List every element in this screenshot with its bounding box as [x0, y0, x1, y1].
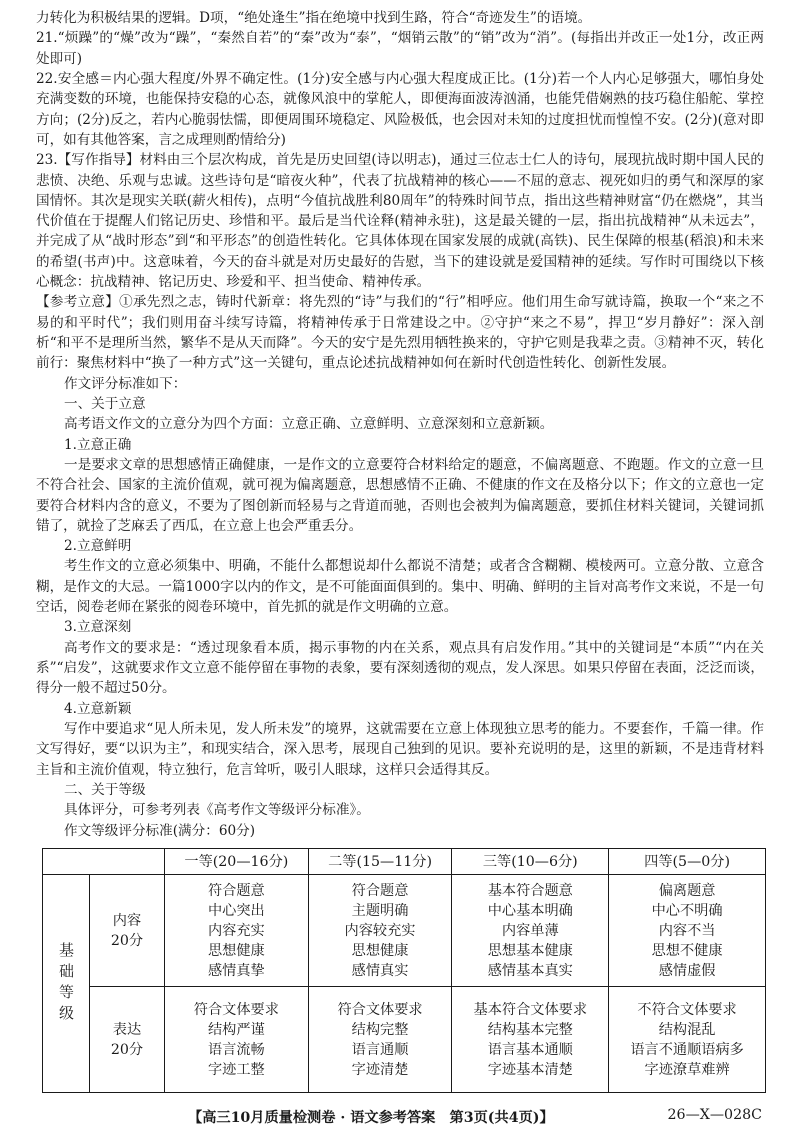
cell-line: 符合题意	[351, 882, 409, 899]
table-cell	[165, 987, 309, 1093]
cell-line: 感情虚假	[658, 962, 716, 979]
cell-line: 字迹基本清楚	[487, 1061, 573, 1078]
answer-21: 21.“烦躁”的“燥”改为“躁”，“秦然自若”的“秦”改为“泰”，“烟销云散”的“销”改为“消”。(每指出并改正一处1分，改正两处即可)	[36, 30, 764, 67]
reference-theme: 【参考立意】①承先烈之志，铸时代新章：将先烈的“诗”与我们的“行”相呼应。他们用生命写就诗篇，换取一个“来之不易的和平时代”；我们则用奋斗续写诗篇，将精神传承于日常建设之中。②守护“来之不易”，捍卫“岁月静好”：深入剖析“和平不是理所当然，繁华不是从天而降”。今天的安宁是先烈用牺牲换来的，守护它则是我辈之责。③精神不灭，转化前行：聚焦材料中“换了一种方式”这一关键句，重点论述抗战精神如何在新时代创造性转化、创新性发展。	[36, 294, 764, 372]
subheading-3: 3.立意深刻	[64, 619, 132, 636]
scoring-intro: 作文评分标准如下：	[64, 375, 187, 392]
cell-line: 中心突出	[207, 902, 265, 919]
cell-line: 内容不当	[658, 922, 716, 939]
cell-line: 中心基本明确	[487, 902, 573, 919]
cell-line: 内容较充实	[344, 922, 416, 939]
page-footer	[0, 1107, 800, 1129]
row-group-label	[43, 875, 90, 1093]
table-cell	[452, 875, 609, 987]
cell-line: 思想基本健康	[487, 942, 573, 959]
table-cell	[609, 987, 766, 1093]
cell-line: 内容单薄	[501, 922, 559, 939]
cell-line: 符合文体要求	[193, 1001, 279, 1018]
cell-line: 结构严谨	[207, 1021, 265, 1038]
row-label-line: 内容	[112, 912, 142, 929]
cell-line: 思想健康	[207, 942, 265, 959]
table-cell	[165, 875, 309, 987]
cell-line: 感情真挚	[207, 962, 265, 979]
row-label-line: 表达	[112, 1021, 142, 1038]
table-cell	[308, 987, 452, 1093]
cell-line: 语言通顺	[351, 1041, 409, 1058]
subheading-1: 1.立意正确	[64, 436, 132, 453]
section-paragraph: 高考作文的要求是：“透过现象看本质，揭示事物的内在关系，观点具有启发作用。”其中的关键词是“本质”“内在关系”“启发”，这就要求作文立意不能停留在事物的表象，要有深刻透彻的观点，发人深思。如果只停留在表面，泛泛而谈，得分一般不超过50分。	[36, 639, 764, 697]
cell-line: 结构完整	[351, 1021, 409, 1038]
cell-line: 符合题意	[207, 882, 265, 899]
table-cell	[609, 875, 766, 987]
grade-header: 一等(20—16分)	[165, 849, 309, 875]
cell-line: 字迹潦草难辨	[644, 1061, 730, 1078]
grading-table	[42, 848, 766, 1093]
subheading-2: 2.立意鲜明	[64, 538, 132, 555]
cell-line: 感情真实	[351, 962, 409, 979]
row-label-expression	[90, 987, 165, 1093]
section-paragraph: 高考语文作文的立意分为四个方面：立意正确、立意鲜明、立意深刻和立意新颖。	[64, 416, 554, 433]
cell-line: 结构基本完整	[487, 1021, 573, 1038]
cell-line: 符合文体要求	[337, 1001, 423, 1018]
row-group-text: 基础等级	[57, 941, 75, 1026]
table-row-expression	[43, 987, 766, 1093]
footer-code: 26—X—028C	[667, 1107, 762, 1123]
row-label-content	[90, 875, 165, 987]
cell-line: 不符合文体要求	[637, 1001, 737, 1018]
grade-header: 四等(5—0分)	[609, 849, 766, 875]
cell-line: 感情基本真实	[487, 962, 573, 979]
section-heading-1: 一、关于立意	[64, 395, 146, 412]
cell-line: 偏离题意	[658, 882, 716, 899]
cell-line: 结构混乱	[658, 1021, 716, 1038]
cell-line: 基本符合题意	[487, 882, 573, 899]
table-row-content	[43, 875, 766, 987]
section-paragraph: 考生作文的立意必须集中、明确，不能什么都想说却什么都说不清楚；或者含含糊糊、模棱两可。立意分散、立意含糊，是作文的大忌。一篇1000字以内的作文，是不可能面面俱到的。集中、明确、鲜明的主旨对高考作文来说，不是一句空话，阅卷老师在紧张的阅卷环境中，首先抓的就是作文明确的立意。	[36, 558, 764, 616]
cell-line: 字迹工整	[207, 1061, 265, 1078]
row-label-line: 20分	[110, 932, 144, 949]
table-cell	[308, 875, 452, 987]
footer-title: 【高三10月质量检测卷 · 语文参考答案 第3页(共4页)】	[188, 1110, 554, 1126]
table-header-row	[43, 849, 766, 875]
answer-22: 22.安全感＝内心强大程度/外界不确定性。(1分)安全感与内心强大程度成正比。(1分)若一个人内心足够强大，哪怕身处充满变数的环境，也能保持安稳的心态，就像风浪中的掌舵人，即便海面波涛汹涌，也能凭借娴熟的技巧稳住船舵、掌控方向；(2分)反之，若内心脆弱怯懦，即便周围环境稳定、风险极低，也会因对未知的过度担忧而惶惶不安。(2分)(意对即可，如有其他答案，言之成理则酌情给分)	[36, 70, 764, 148]
answer-23-guidance: 23.【写作指导】材料由三个层次构成，首先是历史回望(诗以明志)，通过三位志士仁人的诗句，展现抗战时期中国人民的悲愤、决绝、乐观与忠诚。这些诗句是“暗夜火种”，代表了抗战精神的核心——不屈的意志、视死如归的勇气和深厚的家国情怀。其次是现实关联(薪火相传)，点明“今值抗战胜利80周年”的特殊时间节点，指出这些精神财富“仍在燃烧”，其当代价值在于提醒人们铭记历史、珍惜和平。最后是当代诠释(精神永驻)，这是最关键的一层，指出抗战精神“从未远去”，并完成了从“战时形态”到“和平形态”的创造性转化。它具体体现在国家发展的成就(高铁)、民生保障的根基(稻浪)和未来的希望(书声)中。这意味着，今天的奋斗就是对历史最好的告慰，当下的建设就是爱国精神的延续。写作时可围绕以下核心概念：抗战精神、铭记历史、珍爱和平、担当使命、精神传承。	[36, 152, 764, 291]
table-corner	[43, 849, 165, 875]
cell-line: 思想不健康	[651, 942, 723, 959]
cell-line: 内容充实	[207, 922, 265, 939]
section-paragraph: 写作中要追求“见人所未见，发人所未发”的境界，这就需要在立意上体现独立思考的能力。不要套作，千篇一律。作文写得好，要“以识为主”，和现实结合，深入思考，展现自己独到的见识。要补充说明的是，这里的新颖，不是违背材料主旨和主流价值观，特立独行，危言耸听，吸引人眼球，这样只会适得其反。	[36, 720, 764, 778]
grade-header: 二等(15—11分)	[308, 849, 452, 875]
cell-line: 语言流畅	[207, 1041, 265, 1058]
section-paragraph: 一是要求文章的思想感情正确健康，一是作文的立意要符合材料给定的题意，不偏离题意、不跑题。作文的立意一旦不符合社会、国家的主流价值观，就可视为偏离题意，思想感情不正确、不健康的作文在及格分以下；作文的立意也一定要符合材料内含的意义，不要为了图创新而轻易与之背道而驰，否则也会被判为偏离题意，要抓住材料关键词，关键词抓错了，就捡了芝麻丢了西瓜，在立意上也会严重丢分。	[36, 456, 764, 534]
cell-line: 基本符合文体要求	[473, 1001, 588, 1018]
cell-line: 语言基本通顺	[487, 1041, 573, 1058]
cell-line: 主题明确	[351, 902, 409, 919]
section-paragraph: 具体评分，可参考列表《高考作文等级评分标准》。	[64, 802, 370, 819]
subheading-4: 4.立意新颖	[64, 700, 132, 717]
section-heading-2: 二、关于等级	[64, 781, 146, 798]
cell-line: 思想健康	[351, 942, 409, 959]
cell-line: 语言不通顺语病多	[630, 1041, 744, 1058]
row-label-line: 20分	[110, 1041, 144, 1058]
cell-line: 字迹清楚	[351, 1061, 409, 1078]
table-cell	[452, 987, 609, 1093]
text-line: 力转化为积极结果的逻辑。D项，“绝处逢生”指在绝境中找到生路，符合“奇迹发生”的语境。	[36, 10, 592, 26]
cell-line: 中心不明确	[651, 902, 723, 919]
answer-text	[36, 8, 764, 841]
table-caption: 作文等级评分标准(满分：60分)	[64, 822, 256, 839]
grade-header: 三等(10—6分)	[452, 849, 609, 875]
